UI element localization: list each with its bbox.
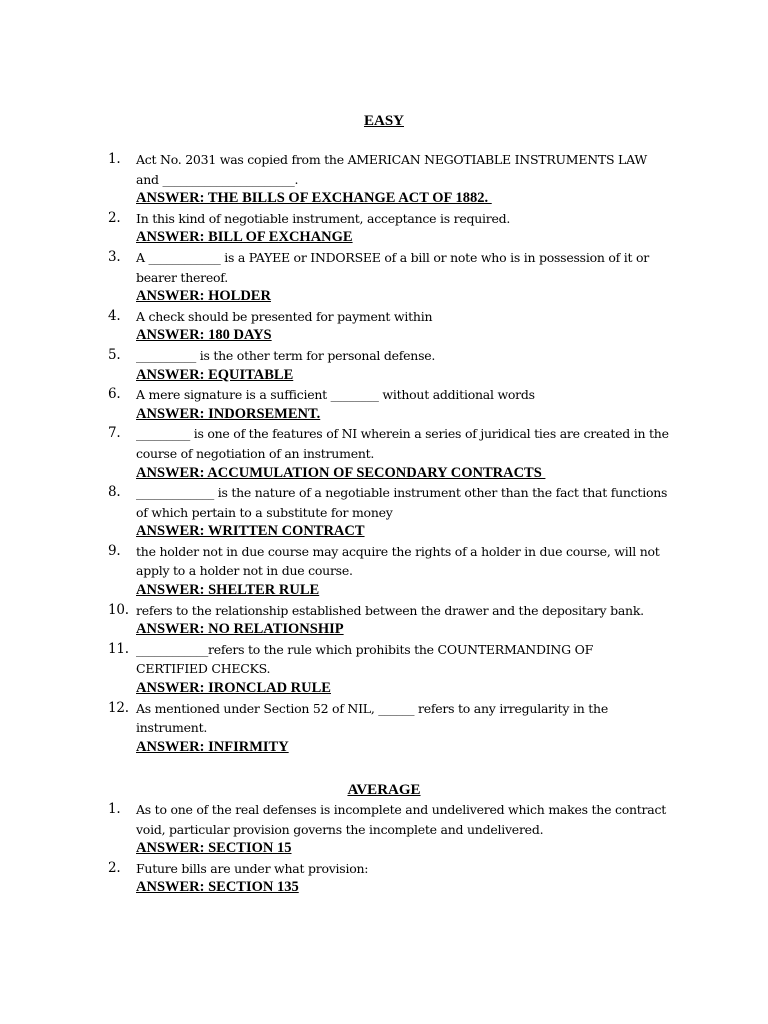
- answer-text: ANSWER: SECTION 135: [136, 879, 299, 896]
- question-item: [108, 699, 678, 758]
- answer-text: ANSWER: SHELTER RULE: [136, 582, 320, 599]
- question-text: As mentioned under Section 52 of NIL, ______ refers to any irregularity in the: [136, 700, 608, 716]
- answer-text: ANSWER: HOLDER: [136, 288, 271, 305]
- question-number: 12.: [108, 699, 129, 716]
- question-text: A ____________ is a PAYEE or INDORSEE of a bill or note who is in possession of it or: [136, 249, 649, 265]
- answer-text: ANSWER: INDORSEMENT.: [136, 405, 321, 422]
- question-text: Act No. 2031 was copied from the AMERICAN NEGOTIABLE INSTRUMENTS LAW: [136, 152, 647, 167]
- question-number: 3.: [108, 248, 121, 265]
- question-text: apply to a holder not in due course.: [136, 563, 353, 579]
- question-text: A check should be presented for payment within: [136, 308, 433, 324]
- question-item: [108, 248, 678, 307]
- question-text: bearer thereof.: [136, 269, 228, 285]
- question-list-easy: [108, 150, 678, 757]
- question-text: _____________ is the nature of a negotiable instrument other than the fact that functions: [136, 485, 668, 501]
- question-item: [108, 150, 678, 209]
- question-text: void, particular provision governs the incomplete and undelivered.: [136, 821, 544, 837]
- question-number: 2.: [108, 209, 121, 226]
- question-item: [108, 859, 678, 898]
- question-text: In this kind of negotiable instrument, acceptance is required.: [136, 210, 511, 226]
- question-item: [108, 601, 678, 640]
- question-item: [108, 640, 678, 699]
- question-item: [108, 307, 678, 346]
- question-item: [108, 346, 678, 385]
- section-title-easy: EASY: [363, 113, 404, 129]
- question-item: [108, 542, 678, 601]
- section-title-average: AVERAGE: [347, 782, 421, 798]
- question-text: ____________refers to the rule which prohibits the COUNTERMANDING OF: [136, 641, 593, 657]
- question-number: 8.: [108, 484, 121, 501]
- answer-text: ANSWER: BILL OF EXCHANGE: [136, 229, 353, 246]
- question-item: [108, 209, 678, 248]
- question-item: [108, 385, 678, 424]
- question-number: 6.: [108, 386, 121, 403]
- answer-text: ANSWER: SECTION 15: [136, 840, 292, 857]
- question-text: instrument.: [136, 720, 208, 736]
- question-text: refers to the relationship established between the drawer and the depositary bank.: [136, 602, 644, 618]
- question-text: of which pertain to a substitute for money: [136, 504, 393, 520]
- question-text: As to one of the real defenses is incomplete and undelivered which makes the contract: [136, 802, 666, 817]
- question-item: [108, 483, 678, 542]
- question-number: 5.: [108, 346, 121, 363]
- question-list-average: [108, 800, 678, 898]
- question-number: 1.: [108, 151, 121, 167]
- question-text: course of negotiation of an instrument.: [136, 445, 375, 461]
- answer-text: ANSWER: THE BILLS OF EXCHANGE ACT OF 1882.: [136, 190, 492, 207]
- question-item: [108, 424, 678, 483]
- question-number: 11.: [108, 640, 129, 657]
- question-number: 2.: [108, 859, 121, 876]
- answer-text: ANSWER: WRITTEN CONTRACT: [136, 523, 365, 540]
- answer-text: ANSWER: IRONCLAD RULE: [136, 680, 331, 697]
- question-number: 10.: [108, 601, 129, 618]
- answer-text: ANSWER: 180 DAYS: [136, 327, 272, 344]
- question-number: 1.: [108, 801, 121, 817]
- question-text: the holder not in due course may acquire the rights of a holder in due course, will not: [136, 543, 660, 559]
- question-text: _________ is one of the features of NI wherein a series of juridical ties are created in the: [136, 426, 669, 442]
- question-number: 9.: [108, 542, 121, 559]
- question-text: __________ is the other term for personal defense.: [136, 347, 436, 363]
- answer-text: ANSWER: INFIRMITY: [136, 738, 289, 755]
- question-item: [108, 800, 678, 859]
- question-text: and ______________________.: [136, 171, 299, 187]
- answer-text: ANSWER: EQUITABLE: [136, 366, 294, 383]
- question-text: A mere signature is a sufficient ________ without additional words: [136, 387, 535, 403]
- question-text: Future bills are under what provision:: [136, 860, 369, 876]
- answer-text: ANSWER: NO RELATIONSHIP: [136, 621, 344, 638]
- question-number: 4.: [108, 307, 121, 324]
- question-number: 7.: [108, 425, 121, 442]
- question-text: CERTIFIED CHECKS.: [136, 661, 271, 677]
- answer-text: ANSWER: ACCUMULATION OF SECONDARY CONTRACTS: [136, 464, 546, 481]
